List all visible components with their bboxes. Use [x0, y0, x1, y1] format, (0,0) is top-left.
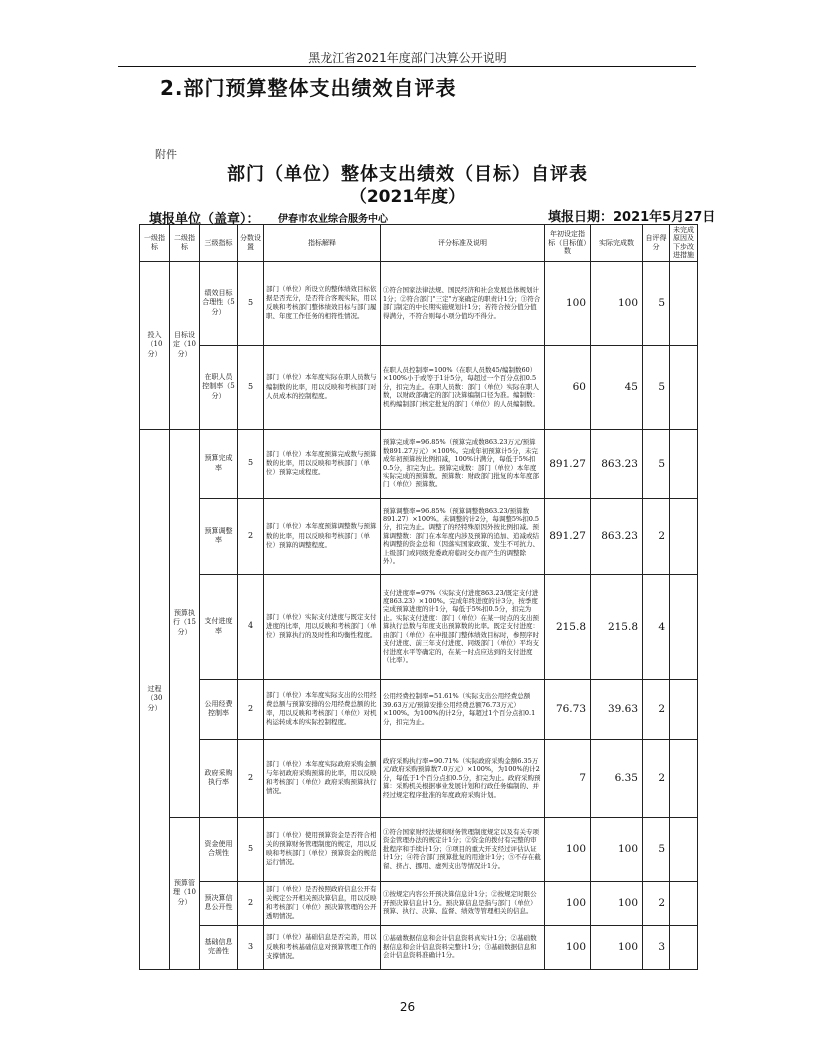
explanation-cell: 部门（单位）本年度实际支出的公用经费总额与预算安排的公用经费总额的比率，用以反映和考核部门（单位）对机构运转成本的实际控制程度。: [264, 679, 381, 739]
reason-cell: [670, 679, 698, 739]
header-cell: 一级指标: [140, 225, 170, 262]
level3-cell: 政府采购执行率: [200, 739, 238, 817]
actual-cell: 100: [591, 925, 643, 969]
score-cell: 5: [238, 261, 264, 345]
explanation-cell: 部门（单位）基础信息是否完善，用以反映和考核基础信息对预算管理工作的支撑情况。: [264, 925, 381, 969]
score-cell: 5: [238, 345, 264, 429]
target-cell: 100: [545, 261, 591, 345]
table-row: [140, 925, 698, 969]
actual-cell: 863.23: [591, 498, 643, 574]
table-row: [140, 345, 698, 429]
explanation-cell: 部门（单位）本年度预算完成数与预算数的比率，用以反映和考核部门（单位）预算完成程度。: [264, 429, 381, 498]
actual-cell: 100: [591, 817, 643, 881]
reason-cell: [670, 574, 698, 679]
self-score-cell: 5: [643, 817, 670, 881]
criteria-cell: 公用经费控制率=51.61%（实际支出公用经费总额39.63万元/预算安排公用经费总额76.73万元）×100%。为100%的计2分，每超过1个百分点扣0.1分，扣完为止。: [381, 679, 545, 739]
section-title: 2.部门预算整体支出绩效自评表: [160, 76, 457, 100]
criteria-cell: ①按规定内容公开预决算信息计1分；②按规定时限公开预决算信息计1分。预决算信息是指与部门（单位）预算、执行、决算、监督、绩效等管理相关的信息。: [381, 881, 545, 925]
page-number: 26: [399, 1000, 416, 1014]
header-cell: 评分标准及说明: [381, 225, 545, 262]
self-score-cell: 2: [643, 881, 670, 925]
level3-cell: 绩效目标合理性（5分）: [200, 261, 238, 345]
reason-cell: [670, 925, 698, 969]
reason-cell: [670, 345, 698, 429]
explanation-cell: 部门（单位）是否按照政府信息公开有关规定公开相关预决算信息，用以反映和考核部门（单位）预决算管理的公开透明情况。: [264, 881, 381, 925]
actual-cell: 863.23: [591, 429, 643, 498]
actual-cell: 45: [591, 345, 643, 429]
criteria-cell: 预算调整率=96.85%（预算调整数863.23/预算数891.27）×100%。未调整的计2分，每调整5%扣0.5分，扣完为止。调整了的经特殊原因外按比例扣减。预算调整数：部门在本年度内涉及预算的追加、追减或结构调整的资金总和（因落实国家政策、发生不可抗力、上级部门或同级党委政府临时交办而产生的调整除外）。: [381, 498, 545, 574]
target-cell: 891.27: [545, 429, 591, 498]
table-row: [140, 817, 698, 881]
level3-cell: 公用经费控制率: [200, 679, 238, 739]
score-cell: 4: [238, 574, 264, 679]
table-row: [140, 574, 698, 679]
criteria-cell: 预算完成率=96.85%（预算完成数863.23万元/预算数891.27万元）×100%。完成年初预算计5分，未完成年初预算按比例扣减，100%计满分，每低于5%扣0.5分，扣完为止。预算完成数：部门（单位）本年度实际完成的预算数。预算数：财政部门批复的本年度部门（单位）预算数。: [381, 429, 545, 498]
target-cell: 100: [545, 817, 591, 881]
annex-label: 附件: [155, 148, 177, 161]
level1-input: 投入（10分）: [140, 261, 170, 429]
level2-budget-management: 预算管理（10分）: [170, 817, 200, 969]
explanation-cell: 部门（单位）使用预算资金是否符合相关的预算财务管理制度的规定，用以反映和考核部门（单位）预算资金的规范运行情况。: [264, 817, 381, 881]
self-score-cell: 2: [643, 498, 670, 574]
self-score-cell: 5: [643, 261, 670, 345]
header-cell: 二级指标: [170, 225, 200, 262]
actual-cell: 6.35: [591, 739, 643, 817]
level2-target-setting: 目标设定（10分）: [170, 261, 200, 429]
table-row: [140, 739, 698, 817]
actual-cell: 100: [591, 261, 643, 345]
criteria-cell: 政府采购执行率=90.71%（实际政府采购金额6.35万元/政府采购预算数7.0万元）×100%，为100%的计2分，每低于1个百分点扣0.5分，扣完为止。政府采购预算：采购机关根据事业发展计划和行政任务编制的、并经过规定程序批准的年度政府采购计划。: [381, 739, 545, 817]
level3-cell: 资金使用合规性: [200, 817, 238, 881]
table-row: [140, 498, 698, 574]
level2-budget-execution: 预算执行（15分）: [170, 429, 200, 817]
header-cell: 三级指标: [200, 225, 238, 262]
target-cell: 100: [545, 925, 591, 969]
header-rule: [118, 66, 696, 67]
score-cell: 3: [238, 925, 264, 969]
unit-label: 填报单位（盖章）：: [149, 212, 260, 227]
target-cell: 891.27: [545, 498, 591, 574]
reason-cell: [670, 429, 698, 498]
explanation-cell: 部门（单位）本年度实际政府采购金额与年初政府采购预算的比率，用以反映和考核部门（单位）政府采购预算执行情况。: [264, 739, 381, 817]
level3-cell: 预决算信息公开性: [200, 881, 238, 925]
level3-cell: 预算完成率: [200, 429, 238, 498]
form-title: 部门（单位）整体支出绩效（目标）自评表: [227, 164, 588, 185]
header-cell: 实际完成数: [591, 225, 643, 262]
self-score-cell: 2: [643, 679, 670, 739]
target-cell: 215.8: [545, 574, 591, 679]
level3-cell: 在职人员控制率（5分）: [200, 345, 238, 429]
target-cell: 76.73: [545, 679, 591, 739]
target-cell: 60: [545, 345, 591, 429]
target-cell: 100: [545, 881, 591, 925]
actual-cell: 215.8: [591, 574, 643, 679]
evaluation-table: [139, 224, 698, 970]
criteria-cell: 在职人员控制率=100%（在职人员数45/编制数60）×100%小于或等于1计5分，每超过一个百分点扣0.5分，扣完为止。在职人员数：部门（单位）实际在职人数，以财政部确定的部门决算编制口径为准。编制数：机构编制部门核定批复的部门（单位）的人员编制数。: [381, 345, 545, 429]
level3-cell: 支付进度率: [200, 574, 238, 679]
explanation-cell: 部门（单位）实际支付进度与既定支付进度的比率，用以反映和考核部门（单位）预算执行的及时性和均衡性程度。: [264, 574, 381, 679]
criteria-cell: ①符合国家财经法规和财务管理制度规定以及有关专项资金管理办法的规定计1分；②资金的拨付有完整的审批程序和手续计1分；③项目的重大开支经过评估认证计1分；④符合部门预算批复的用途计1分；⑤不存在截留、挤占、挪用、虚列支出等情况计1分。: [381, 817, 545, 881]
score-cell: 2: [238, 881, 264, 925]
header-cell: 自评得分: [643, 225, 670, 262]
self-score-cell: 5: [643, 345, 670, 429]
level1-process: 过程（30分）: [140, 429, 170, 969]
form-year: （2021年度）: [349, 187, 466, 207]
reason-cell: [670, 739, 698, 817]
running-header: 黑龙江省2021年度部门决算公开说明: [308, 51, 507, 65]
header-cell: 指标解释: [264, 225, 381, 262]
fill-date: 填报日期：2021年5月27日: [548, 210, 716, 225]
header-cell: 未完成原因及下步改进措施: [670, 225, 698, 262]
reason-cell: [670, 881, 698, 925]
explanation-cell: 部门（单位）本年度预算调整数与预算数的比率，用以反映和考核部门（单位）预算的调整程度。: [264, 498, 381, 574]
actual-cell: 100: [591, 881, 643, 925]
header-cell: 年初设定指标（目标值）数: [545, 225, 591, 262]
reason-cell: [670, 261, 698, 345]
level3-cell: 预算调整率: [200, 498, 238, 574]
table-row: [140, 679, 698, 739]
level3-cell: 基础信息完善性: [200, 925, 238, 969]
score-cell: 2: [238, 739, 264, 817]
criteria-cell: 支付进度率=97%（实际支付进度863.23/既定支付进度863.23）×100%。完成年终进度的计3分，按季度完成预算进度的计1分，每低于5%扣0.5分，扣完为止。实际支付进度：部门（单位）在某一时点的支出预算执行总数与年度支出预算数的比率。既定支付进度：由部门（单位）在申报部门整体绩效目标时，参照序时支付进度、前三年支付进度、同级部门（单位）平均支付进度水平等确定的，在某一时点应达到的支付进度（比率）。: [381, 574, 545, 679]
self-score-cell: 3: [643, 925, 670, 969]
score-cell: 2: [238, 498, 264, 574]
self-score-cell: 2: [643, 739, 670, 817]
reason-cell: [670, 498, 698, 574]
explanation-cell: 部门（单位）本年度实际在职人员数与编制数的比率，用以反映和考核部门对人员成本的控制程度。: [264, 345, 381, 429]
target-cell: 7: [545, 739, 591, 817]
unit-name: 伊春市农业综合服务中心: [278, 214, 388, 225]
criteria-cell: ①符合国家法律法规、国民经济和社会发展总体规划计1分；②符合部门"三定"方案确定的职责计1分；③符合部门制定的中长期实施规划计1分；若符合按分值分值得满分，不符合则每小项分值均不得分。: [381, 261, 545, 345]
reason-cell: [670, 817, 698, 881]
table-row: [140, 261, 698, 345]
table-row: [140, 881, 698, 925]
header-cell: 分数设置: [238, 225, 264, 262]
explanation-cell: 部门（单位）所设立的整体绩效目标依据是否充分，是否符合客观实际，用以反映和考核部门整体绩效目标与部门履职、年度工作任务的相符性情况。: [264, 261, 381, 345]
self-score-cell: 5: [643, 429, 670, 498]
criteria-cell: ①基础数据信息和会计信息资料真实计1分；②基础数据信息和会计信息资料完整计1分；③基础数据信息和会计信息资料准确计1分。: [381, 925, 545, 969]
table-header-row: [140, 225, 698, 262]
self-score-cell: 4: [643, 574, 670, 679]
score-cell: 2: [238, 679, 264, 739]
score-cell: 5: [238, 429, 264, 498]
actual-cell: 39.63: [591, 679, 643, 739]
table-row: [140, 429, 698, 498]
score-cell: 5: [238, 817, 264, 881]
